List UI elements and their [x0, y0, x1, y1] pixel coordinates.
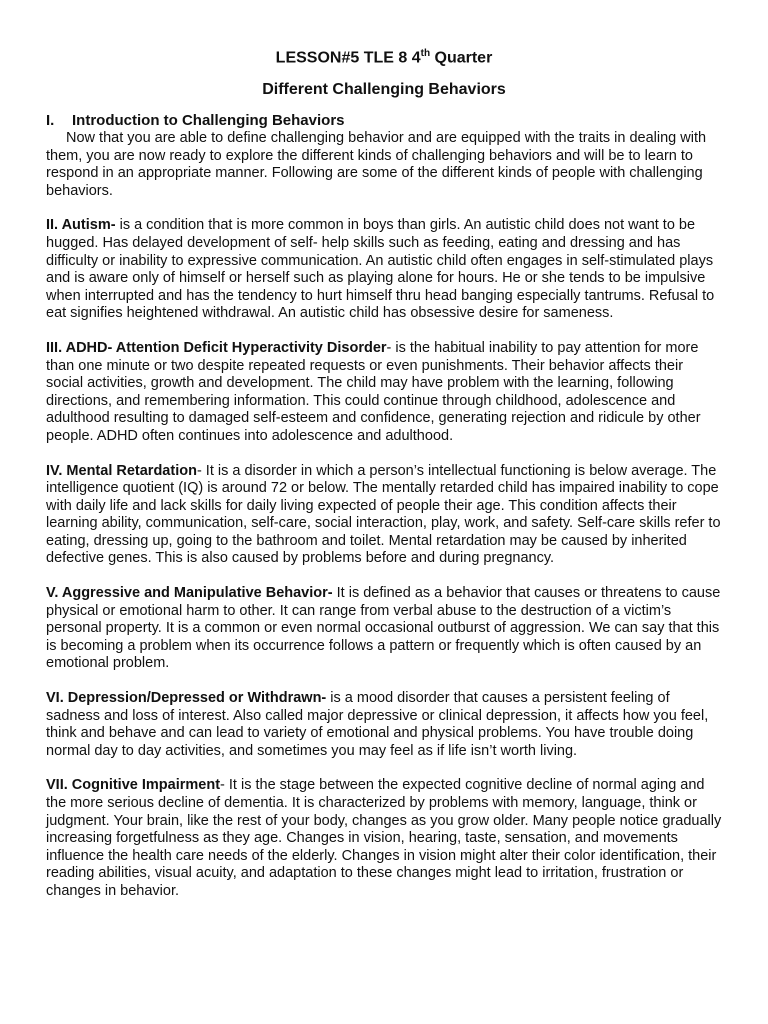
section-text: is a mood disorder that causes a persistent feeling of sadness and loss of interest. Also called major depressive or clinical depression, it affects how you feel, think and behave and can lead to variety of emotional and physical problems. You have trouble doing normal day to day activities, and sometimes you may feel as if life isn’t worth living. — [46, 690, 709, 759]
section-mental-retardation — [46, 463, 722, 569]
intro-paragraph: Now that you are able to define challenging behavior and are equipped with the traits in dealing with them, you are now ready to explore the different kinds of challenging behaviors and will be to learn to respond in an appropriate manner. Following are some of the different kinds of people with challenging behaviors. — [46, 130, 707, 199]
section-heading: IV. Mental Retardation — [46, 462, 197, 479]
section-heading: V. Aggressive and Manipulative Behavior- — [46, 585, 333, 602]
lesson-title-suffix: Quarter — [430, 49, 493, 67]
section-heading: III. ADHD- Attention Deficit Hyperactivity Disorder — [46, 339, 387, 356]
lesson-title-superscript: th — [420, 48, 431, 59]
intro-heading-text: Introduction to Challenging Behaviors — [72, 112, 345, 129]
section-text: It is defined as a behavior that causes or threatens to cause physical or emotional harm to other. It can range from verbal abuse to the destruction of a victim’s personal property. It is a common or even normal occasional outburst of aggression. We can say that this is becoming a problem when its occurrence follows a pattern or frequently which is often caused by an emotional problem. — [46, 585, 721, 672]
section-text: - It is the stage between the expected cognitive decline of normal aging and the more serious decline of dementia. It is characterized by problems with memory, language, think or judgment. Your brain, like the rest of your body, changes as you grow older. Many people notice gradually increasing forgetfulness as they age. Changes in vision, hearing, taste, sensation, and movements influence the health care needs of the elderly. Changes in vision might alter their color identification, their reading abilities, visual acuity, and adaptation to these changes might lead to irritation, frustration or changes in behavior. — [46, 777, 722, 899]
section-depression — [46, 690, 722, 760]
document-body — [46, 112, 722, 918]
section-autism — [46, 217, 722, 323]
lesson-title — [0, 48, 768, 67]
section-text: - is the habitual inability to pay attention for more than one minute or two despite repeated requests or even punishments. Their behavior affects their social activities, growth and development. The child may have problem with the learning, following directions, and remembering information. This could continue through childhood, adolescence and adulthood resulting to damaged self-esteem and confidence, generating rejection and ridicule by other people. ADHD often continues into adolescence and adulthood. — [46, 339, 701, 444]
section-heading: VII. Cognitive Impairment — [46, 777, 221, 794]
section-adhd — [46, 340, 722, 446]
section-text: - It is a disorder in which a person’s intellectual functioning is below average. The intelligence quotient (IQ) is around 72 or below. The mentally retarded child has impaired inability to cope with daily life and lack skills for daily living expected of people their age. This condition affects their learning ability, communication, self-care, social interaction, play, work, and safety. Self-care skills refer to eating, dressing up, going to the bathroom and toilet. Mental retardation may be caused by inherited defective genes. This is also caused by problems before and during pregnancy. — [46, 462, 721, 567]
lesson-title-text: LESSON#5 TLE 8 4 — [275, 49, 421, 67]
section-heading: II. Autism- — [46, 217, 116, 234]
section-cognitive-impairment — [46, 777, 722, 900]
intro-heading — [46, 112, 722, 130]
section-heading: VI. Depression/Depressed or Withdrawn- — [46, 690, 327, 707]
section-text: is a condition that is more common in boys than girls. An autistic child does not want to be hugged. Has delayed development of self- help skills such as feeding, eating and dressing and has difficulty or inability to expressive communication. An autistic child often engages in self-stimulated plays and is aware only of himself or herself such as playing alone for hours. He or she tends to be impulsive when interrupted and has the tendency to hurt himself thru head banging especially tantrums. Refusal to eat signifies heightened withdrawal. An autistic child has obsessive desire for sameness. — [46, 217, 715, 322]
lesson-subtitle: Different Challenging Behaviors — [262, 81, 506, 98]
intro-heading-number: I. — [46, 112, 55, 129]
section-aggressive-behavior — [46, 585, 722, 673]
